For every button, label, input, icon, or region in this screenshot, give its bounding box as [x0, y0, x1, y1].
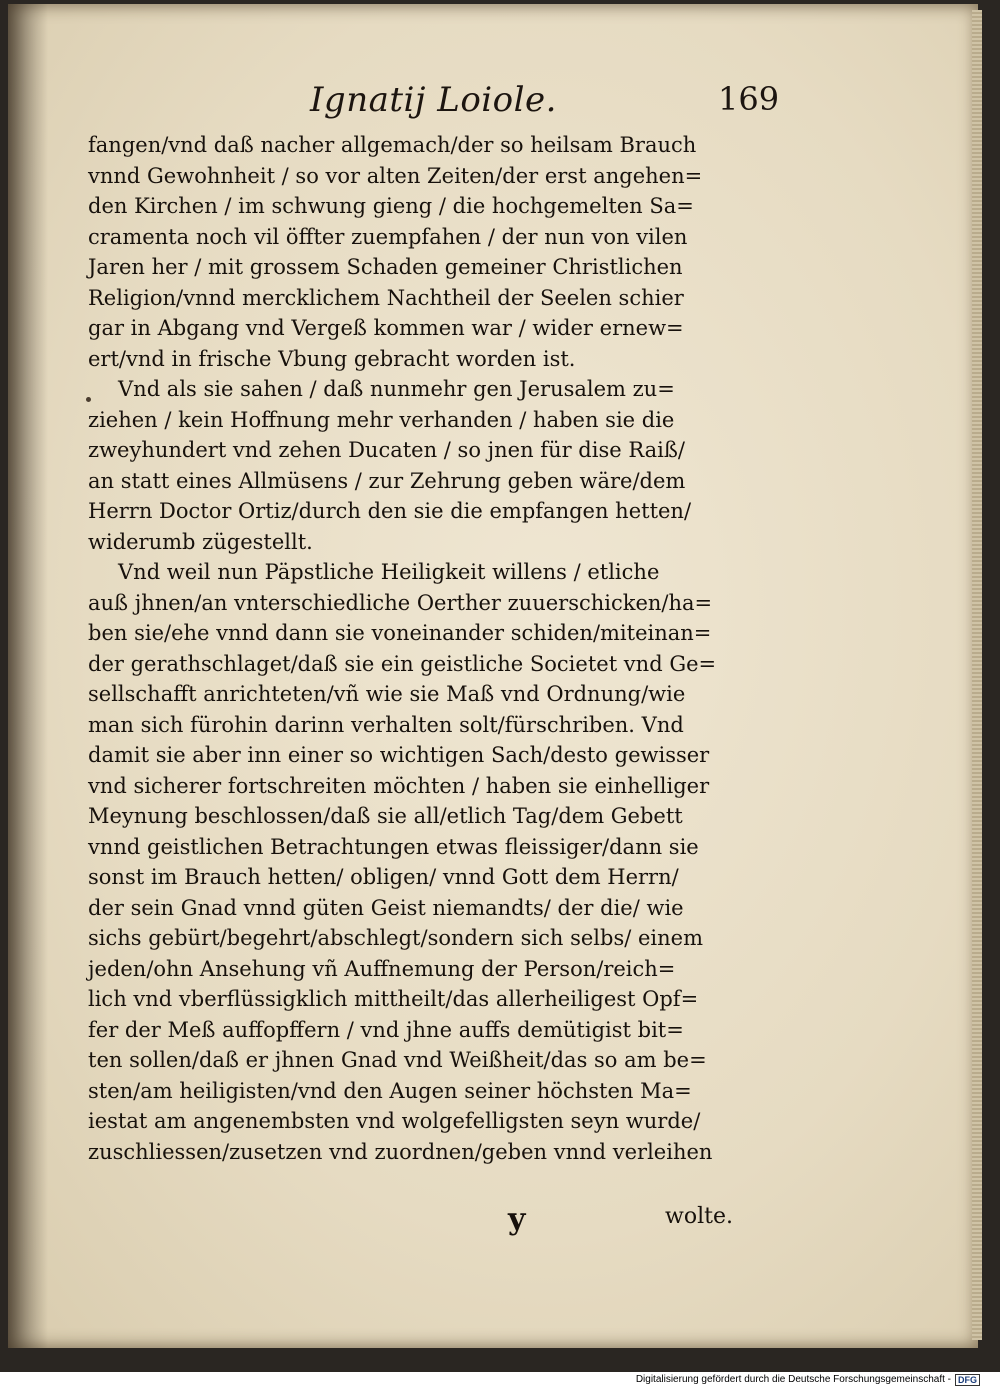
text-line: der gerathschlaget/daß sie ein geistliche Societet vnd Ge= [88, 651, 717, 676]
text-line: fer der Meß auffopffern / vnd jhne auffs demütigist bit= [88, 1017, 684, 1042]
text-line: damit sie aber inn einer so wichtigen Sach/desto gewisser [88, 743, 710, 767]
text-line: den Kirchen / im schwung gieng / die hochgemelten Sa= [88, 194, 694, 218]
text-line: Vnd weil nun Päpstliche Heiligkeit willens / etliche [118, 560, 660, 584]
text-line: ben sie/ehe vnnd dann sie voneinander schiden/miteinan= [88, 621, 712, 645]
text-line: sellschafft anrichteten/vñ wie sie Maß vnd Ordnung/wie [88, 682, 686, 706]
text-line: zweyhundert vnd zehen Ducaten / so jnen für dise Raiß/ [88, 438, 685, 462]
text-line: Religion/vnnd mercklichem Nachtheil der Seelen schier [88, 285, 684, 310]
digitization-credit [636, 1372, 980, 1387]
catchword: wolte. [665, 1204, 733, 1229]
text-line: widerumb zügestellt. [88, 529, 313, 554]
text-line: vnnd Gewohnheit / so vor alten Zeiten/der erst angehen= [88, 163, 703, 188]
text-line: sten/am heiligisten/vnd den Augen seiner höchsten Ma= [88, 1078, 692, 1103]
text-line: cramenta noch vil öffter zuempfahen / der nun von vilen [88, 224, 688, 249]
text-line: Herrn Doctor Ortiz/durch den sie die empfangen hetten/ [88, 499, 692, 523]
running-head: Ignatij Loiole. [310, 80, 557, 120]
text-line: iestat am angenembsten vnd wolgefelligsten seyn wurde/ [88, 1109, 701, 1133]
text-line: lich vnd vberflüssigklich mittheilt/das allerheiligest Opf= [88, 987, 699, 1011]
text-line: Meynung beschlossen/daß sie all/etlich Tag/dem Gebett [88, 804, 683, 828]
text-line: sichs gebürt/begehrt/abschlegt/sondern sich selbs/ einem [88, 926, 703, 950]
text-line: auß jhnen/an vnterschiedliche Oerther zuuerschicken/ha= [88, 590, 713, 615]
text-line: ten sollen/daß er jhnen Gnad vnd Weißheit/das so am be= [88, 1048, 707, 1072]
text-line: sonst im Brauch hetten/ obligen/ vnnd Gott dem Herrn/ [88, 865, 679, 889]
text-line: ert/vnd in frische Vbung gebracht worden ist. [88, 346, 576, 371]
text-line: zuschliessen/zusetzen vnd zuordnen/geben vnnd verleihen [88, 1139, 713, 1164]
dfg-logo: DFG [955, 1374, 980, 1386]
text-line: an statt eines Allmüsens / zur Zehrung geben wäre/dem [88, 468, 686, 493]
text-line: fangen/vnd daß nacher allgemach/der so heilsam Brauch [88, 133, 697, 157]
text-line: Vnd als sie sahen / daß nunmehr gen Jerusalem zu= [118, 377, 675, 401]
text-line: man sich fürohin darinn verhalten solt/fürschriben. Vnd [88, 712, 684, 737]
text-line: vnnd geistlichen Betrachtungen etwas fleissiger/dann sie [88, 834, 699, 859]
credit-text: Digitalisierung gefördert durch die Deutsche Forschungsgemeinschaft - [635, 1374, 951, 1385]
text-line: Jaren her / mit grossem Schaden gemeiner Christlichen [88, 255, 683, 279]
body-text [88, 130, 778, 1167]
text-line: gar in Abgang vnd Vergeß kommen war / wider ernew= [88, 316, 684, 340]
text-line: vnd sicherer fortschreiten möchten / haben sie einhelliger [88, 773, 710, 798]
page-gutter-shadow [8, 4, 48, 1348]
signature-mark: y [508, 1202, 526, 1237]
text-line: jeden/ohn Ansehung vñ Auffnemung der Person/reich= [88, 956, 676, 981]
text-line: ziehen / kein Hoffnung mehr verhanden / haben sie die [88, 407, 675, 432]
page-fore-edge [972, 10, 982, 1340]
page-number: 169 [718, 80, 780, 118]
text-line: der sein Gnad vnnd güten Geist niemandts/ der die/ wie [88, 895, 684, 920]
